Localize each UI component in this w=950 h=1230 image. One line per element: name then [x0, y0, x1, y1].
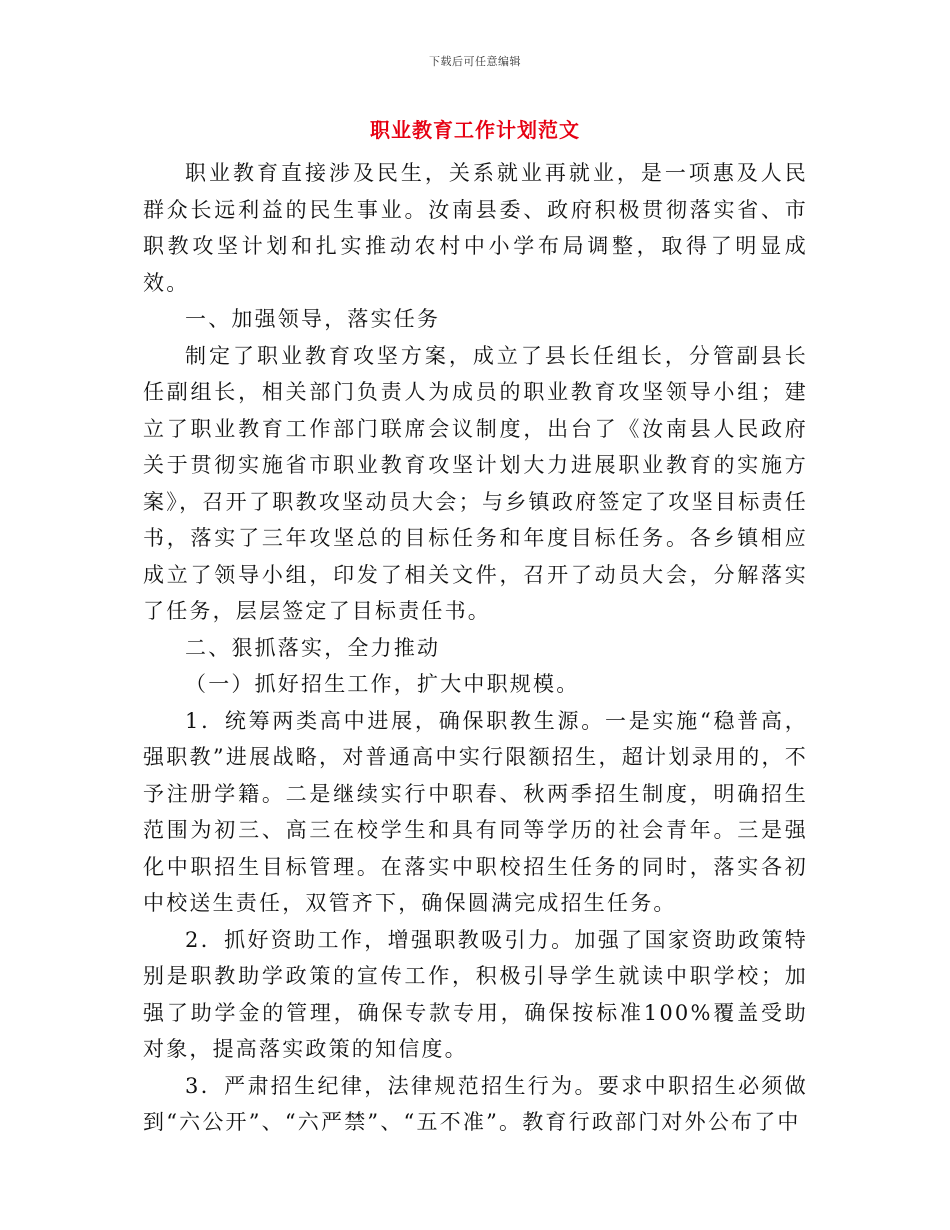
body-paragraph: 2．抓好资助工作，增强职教吸引力。加强了国家资助政策特别是职教助学政策的宣传工作，积极引导学生就读中职学校；加强了助学金的管理，确保专款专用，确保按标准100%覆盖受助对象，提高落实政策的知信度。	[143, 927, 808, 1061]
section-heading-2: 二、狠抓落实，全力推动	[185, 635, 441, 660]
body-paragraph: 制定了职业教育攻坚方案，成立了县长任组长，分管副县长任副组长，相关部门负责人为成员的职业教育攻坚领导小组；建立了职业教育工作部门联席会议制度，出台了《汝南县人民政府关于贯彻实施省市职业教育攻坚计划大力进展职业教育的实施方案》，召开了职教攻坚动员大会；与乡镇政府签定了攻坚目标责任书，落实了三年攻坚总的目标任务和年度目标任务。各乡镇相应成立了领导小组，印发了相关文件，召开了动员大会，分解落实了任务，层层签定了目标责任书。	[143, 343, 808, 623]
document-body	[143, 155, 808, 1141]
body-paragraph: 1．统筹两类高中进展，确保职教生源。一是实施“稳普高，强职教”进展战略，对普通高中实行限额招生，超计划录用的，不予注册学籍。二是继续实行中职春、秋两季招生制度，明确招生范围为初三、高三在校学生和具有同等学历的社会青年。三是强化中职招生目标管理。在落实中职校招生任务的同时，落实各初中校送生责任，双管齐下，确保圆满完成招生任务。	[143, 708, 808, 915]
header-note: 下载后可任意编辑	[429, 55, 521, 68]
section-heading-1: 一、加强领导，落实任务	[185, 307, 441, 331]
body-paragraph: 3．严肃招生纪律，法律规范招生行为。要求中职招生必须做到“六公开”、“六严禁”、“五不准”。教育行政部门对外公布了中	[143, 1073, 808, 1134]
subsection-heading-1: （一）抓好招生工作，扩大中职规模。	[185, 672, 580, 696]
document-title: 职业教育工作计划范文	[370, 118, 580, 142]
intro-paragraph: 职业教育直接涉及民生，关系就业再就业，是一项惠及人民群众长远利益的民生事业。汝南县委、政府积极贯彻落实省、市职教攻坚计划和扎实推动农村中小学布局调整，取得了明显成效。	[143, 161, 808, 295]
